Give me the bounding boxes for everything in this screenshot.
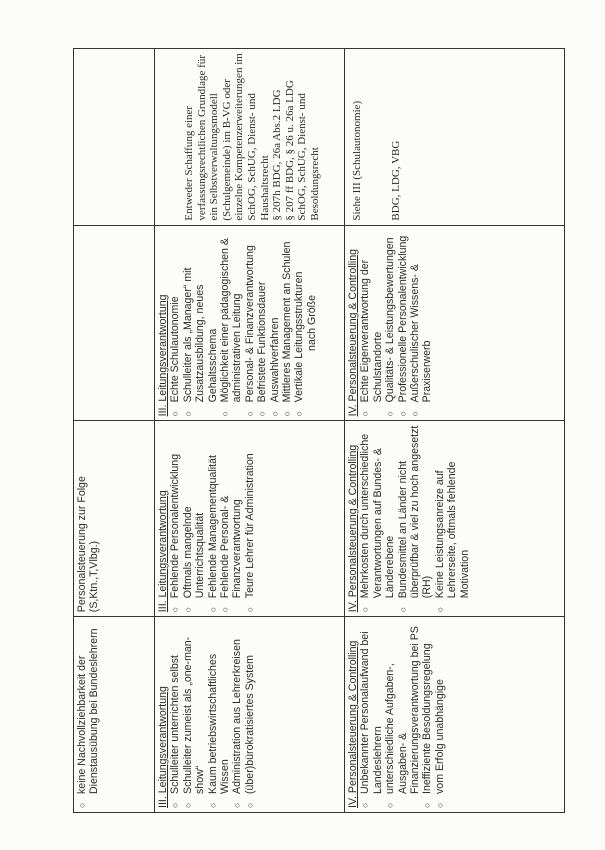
list-item: ○ Kaum betriebswirtschaftliches Wissen	[207, 621, 232, 808]
list-item: ○ (über)bürokratisiertes System	[244, 621, 256, 808]
list-item: ○ Unbekannter Personalaufwand bei Landeslehrern	[359, 621, 384, 808]
list-item: ○ Fehlende Personal- & Finanzverantwortung	[219, 425, 244, 612]
section-heading: III. Leitungsverantwortung	[157, 490, 169, 613]
cell-r1-c1	[74, 617, 155, 813]
list-item: ○ Personal- & Finanzverantwortung	[244, 230, 256, 417]
comparison-table	[73, 48, 565, 813]
bullet-list	[169, 230, 305, 417]
cell-r3-c2	[345, 421, 565, 617]
list-item: ○ Fehlende Managementqualität	[207, 425, 219, 612]
legal-note: Entweder Schaffung einer verfassungsrechtlichen Grundlage für ein Selbstverwaltungsmodell (Schulgemeinde) im B-VG oder einzelne Kompetenzerweiterungen im SchOG, SchUG, Dienst- und Haushaltsrecht	[183, 53, 271, 221]
list-item: ○ Mittleres Management an Schulen	[281, 230, 293, 417]
cell-r3-c4	[345, 49, 565, 226]
list-item: ○ unterschiedliche Aufgaben-, Ausgaben- & Finanzierungsverantwortung bei PS	[384, 621, 421, 808]
list-item: ○ Schulleiter zumeist als „one-man-show“	[182, 621, 207, 808]
section-heading: IV. Personalsteuerung & Controlling	[347, 640, 359, 808]
list-item: ○ keine Nachvollziehbarkeit der Dienstausübung bei Bundeslehrern	[76, 621, 101, 808]
bullet-list	[359, 230, 433, 417]
rotated-table-sheet	[73, 48, 549, 813]
section-heading: III. Leitungsverantwortung	[157, 686, 169, 808]
list-item: ○ Schulleiter als „Manager“ mit Zusatzausbildung, neues Gehaltsschema	[182, 230, 219, 417]
section-heading: IV. Personalsteuerung & Controlling	[347, 444, 359, 613]
list-item: ○ Qualitäts- & Leistungsbewertungen	[384, 230, 396, 417]
cell-r2-c1	[155, 617, 345, 813]
cell-text: Personalsteuerung zur Folge (S,Ktn.,T,Vlbg.)	[76, 476, 101, 613]
cell-r1-c3	[74, 225, 155, 421]
list-item: ○ Administration aus Lehrerkreisen	[231, 621, 243, 808]
table-row	[155, 49, 345, 813]
legal-note: BDG, LDG, VBG	[389, 140, 402, 221]
bullet-list	[169, 621, 256, 808]
section-heading: IV. Personalsteuerung & Controlling	[347, 248, 359, 417]
cell-r2-c2	[155, 421, 345, 617]
list-item: ○ Oftmals mangelnde Unterrichtsqualität	[182, 425, 207, 612]
cell-r3-c1	[345, 617, 565, 813]
list-item: ○ Möglichkeit einer pädagogischen & administrativen Leitung	[219, 230, 244, 417]
legal-note: § 207 ff BDG, § 26 u. 26a LDG	[283, 80, 296, 221]
cell-r1-c2	[74, 421, 155, 617]
list-item: ○ Echte Eigenverantwortung der Schulstandorte	[359, 230, 384, 417]
section-heading: III. Leitungsverantwortung	[157, 294, 169, 417]
cell-r2-c3	[155, 225, 345, 421]
legal-note: § 207h BDG, 26a Abs.2 LDG	[271, 89, 284, 221]
cell-r1-c4	[74, 49, 155, 226]
list-item: ○ Professionelle Personalentwicklung	[397, 230, 409, 417]
cell-r3-c3	[345, 225, 565, 421]
bullet-list	[359, 425, 471, 612]
list-item: ○ Mehrkosten durch unterschiedliche Verantwortungen auf Bundes- & Länderebene	[359, 425, 396, 612]
bullet-list	[359, 621, 446, 808]
list-item: ○ Teure Lehrer für Administration	[244, 425, 256, 612]
legal-note: SchOG, SchUG, Dienst- und Besoldungsrecht	[296, 93, 321, 221]
list-item: ○ Auswahlverfahren	[269, 230, 281, 417]
list-item: ○ Echte Schulautonomie	[169, 230, 181, 417]
list-item: ○ Schulleiter unterrichten selbst	[169, 621, 181, 808]
cell-r2-c4	[155, 49, 345, 226]
bullet-list	[169, 425, 256, 612]
list-item: ○ vom Erfolg unabhängige	[434, 621, 446, 808]
list-item: ○ Keine Leistungsanreize auf Lehrerseite, oftmals fehlende Motivation	[434, 425, 471, 612]
table-row	[74, 49, 155, 813]
legal-note: Siehe III (Schulautonomie)	[351, 100, 363, 221]
list-continuation: nach Größe	[305, 295, 318, 351]
list-item: ○ Außerschulischer Wissens- & Praxiserwerb	[409, 230, 434, 417]
bullet-list	[76, 621, 101, 808]
list-item: ○ Befristete Funktionsdauer	[256, 230, 268, 417]
list-item: ○ Vertikale Leitungsstrukturen	[293, 230, 305, 417]
list-item: ○ Fehlende Personalentwicklung	[169, 425, 181, 612]
list-item: ○ Bundesmittel an Länder nicht überprüfbar & viel zu hoch angesetzt (RH)	[397, 425, 434, 612]
list-item: ○ Ineffiziente Besoldungsregelung	[421, 621, 433, 808]
table-row	[345, 49, 565, 813]
